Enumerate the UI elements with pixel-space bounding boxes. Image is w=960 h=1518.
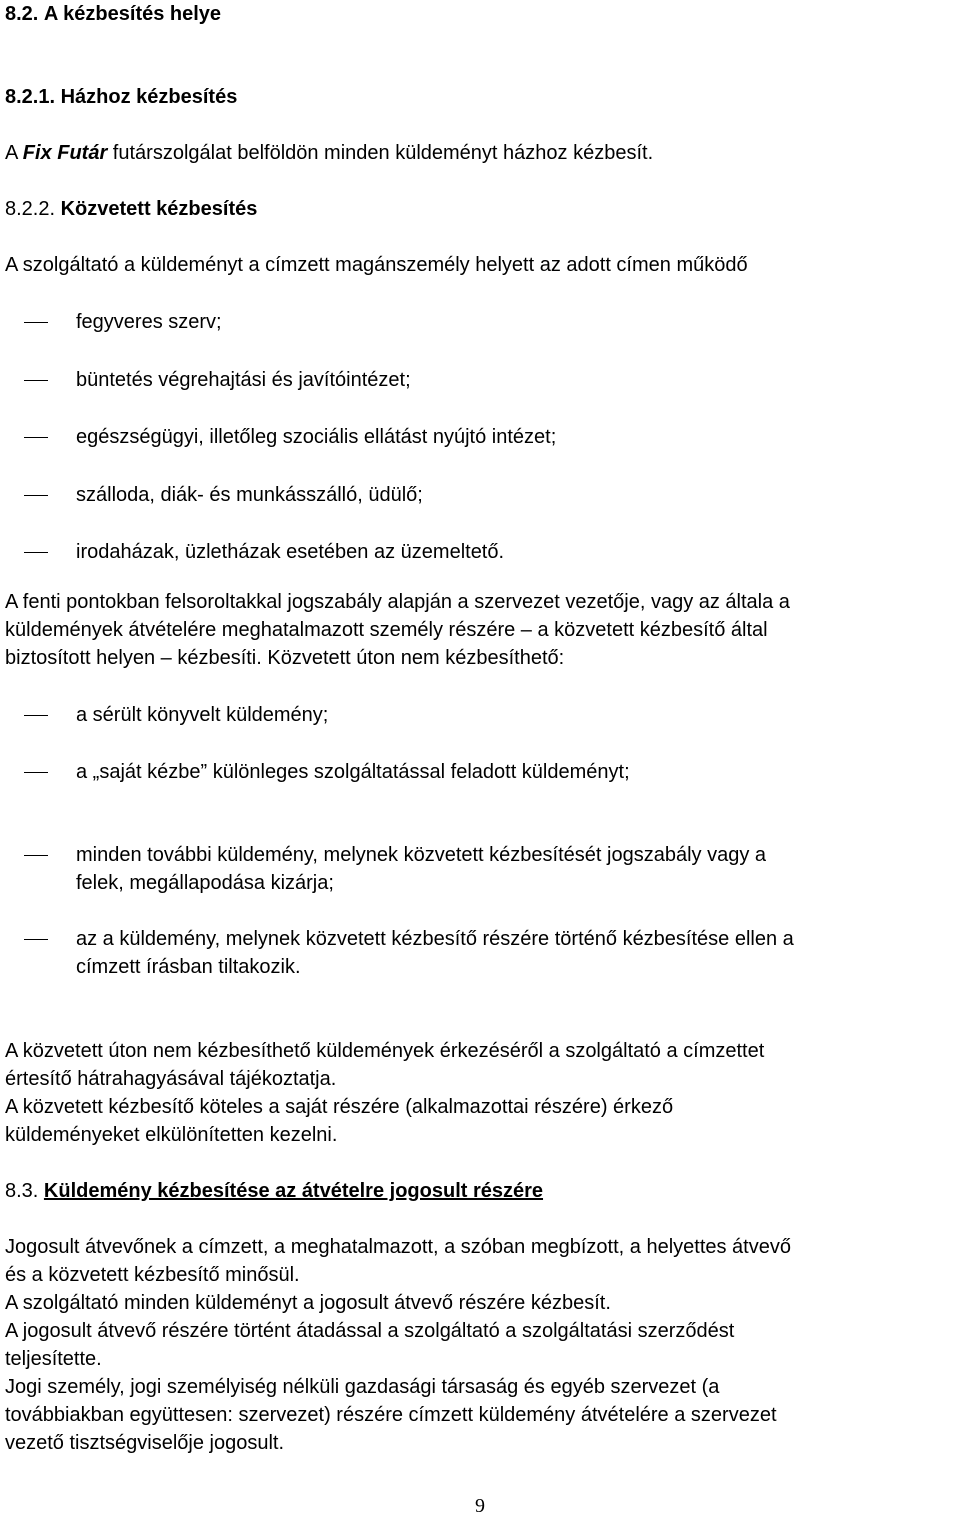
dash-bullet (24, 855, 48, 856)
dash-bullet (24, 772, 48, 773)
list-item: irodaházak, üzletházak esetében az üzemeltető. (76, 541, 505, 563)
heading-number: 8.3. (5, 1180, 44, 1202)
paragraph-line: A szolgáltató minden küldeményt a jogosult átvevő részére kézbesít. (5, 1292, 611, 1314)
dash-bullet (24, 715, 48, 716)
dash-bullet (24, 380, 48, 381)
list-item: büntetés végrehajtási és javítóintézet; (76, 369, 411, 391)
dash-bullet (24, 322, 48, 323)
list-item-continuation: címzett írásban tiltakozik. (76, 956, 301, 978)
paragraph-line: A közvetett úton nem kézbesíthető küldemények érkezéséről a szolgáltató a címzettet (5, 1040, 765, 1062)
paragraph-line: küldemények átvételére meghatalmazott személy részére – a közvetett kézbesítő által (5, 619, 768, 641)
heading-title: Közvetett kézbesítés (60, 198, 258, 220)
heading-title: Házhoz kézbesítés (60, 86, 238, 108)
dash-bullet (24, 495, 48, 496)
indirect-intro: A szolgáltató a küldeményt a címzett magánszemély helyett az adott címen működő (5, 254, 748, 276)
paragraph-line: teljesítette. (5, 1348, 102, 1370)
paragraph-line: Jogi személy, jogi személyiség nélküli gazdasági társaság és egyéb szervezet (a (5, 1376, 720, 1398)
brand-name: Fix Futár (22, 142, 108, 164)
paragraph-line: értesítő hátrahagyásával tájékoztatja. (5, 1068, 337, 1090)
list-item: egészségügyi, illetőleg szociális ellátást nyújtó intézet; (76, 426, 557, 448)
heading-title: Küldemény kézbesítése az átvételre jogosult részére (43, 1180, 544, 1202)
paragraph-line: A közvetett kézbesítő köteles a saját részére (alkalmazottai részére) érkező (5, 1096, 674, 1118)
list-item: az a küldemény, melynek közvetett kézbesítő részére történő kézbesítése ellen a (76, 928, 794, 950)
paragraph-line: vezető tisztségviselője jogosult. (5, 1432, 285, 1454)
list-item: minden további küldemény, melynek közvetett kézbesítését jogszabály vagy a (76, 844, 766, 866)
heading-8-3 (5, 1177, 543, 1205)
paragraph-line: biztosított helyen – kézbesíti. Közvetett úton nem kézbesíthető: (5, 647, 565, 669)
home-delivery-paragraph (5, 139, 653, 167)
list-item: a sérült könyvelt küldemény; (76, 704, 329, 726)
list-item: a „saját kézbe” különleges szolgáltatással feladott küldeményt; (76, 761, 630, 783)
list-item: fegyveres szerv; (76, 311, 222, 333)
dash-bullet (24, 939, 48, 940)
paragraph-line: továbbiakban együttesen: szervezet) részére címzett küldemény átvételére a szervezet (5, 1404, 777, 1426)
paragraph-line: A jogosult átvevő részére történt átadással a szolgáltató a szolgáltatási szerződést (5, 1320, 735, 1342)
paragraph-line: Jogosult átvevőnek a címzett, a meghatalmazott, a szóban megbízott, a helyettes átvevő (5, 1236, 791, 1258)
heading-8-2 (5, 0, 221, 28)
page-number: 9 (475, 1495, 485, 1517)
paragraph-line: és a közvetett kézbesítő minősül. (5, 1264, 300, 1286)
text-fragment: A (5, 142, 23, 164)
paragraph-line: A fenti pontokban felsoroltakkal jogszabály alapján a szervezet vezetője, vagy az általa a (5, 591, 790, 613)
paragraph-line: küldeményeket elkülönítetten kezelni. (5, 1124, 338, 1146)
heading-number: 8.2.2. (5, 198, 56, 220)
heading-8-2-2 (5, 195, 257, 223)
text-fragment: futárszolgálat belföldön minden küldeményt házhoz kézbesít. (107, 142, 654, 164)
heading-number: 8.2. (5, 3, 39, 25)
dash-bullet (24, 552, 48, 553)
heading-number: 8.2.1. (5, 86, 56, 108)
dash-bullet (24, 437, 48, 438)
heading-8-2-1 (5, 83, 237, 111)
list-item-continuation: felek, megállapodása kizárja; (76, 872, 334, 894)
list-item: szálloda, diák- és munkásszálló, üdülő; (76, 484, 423, 506)
heading-title: A kézbesítés helye (43, 3, 222, 25)
